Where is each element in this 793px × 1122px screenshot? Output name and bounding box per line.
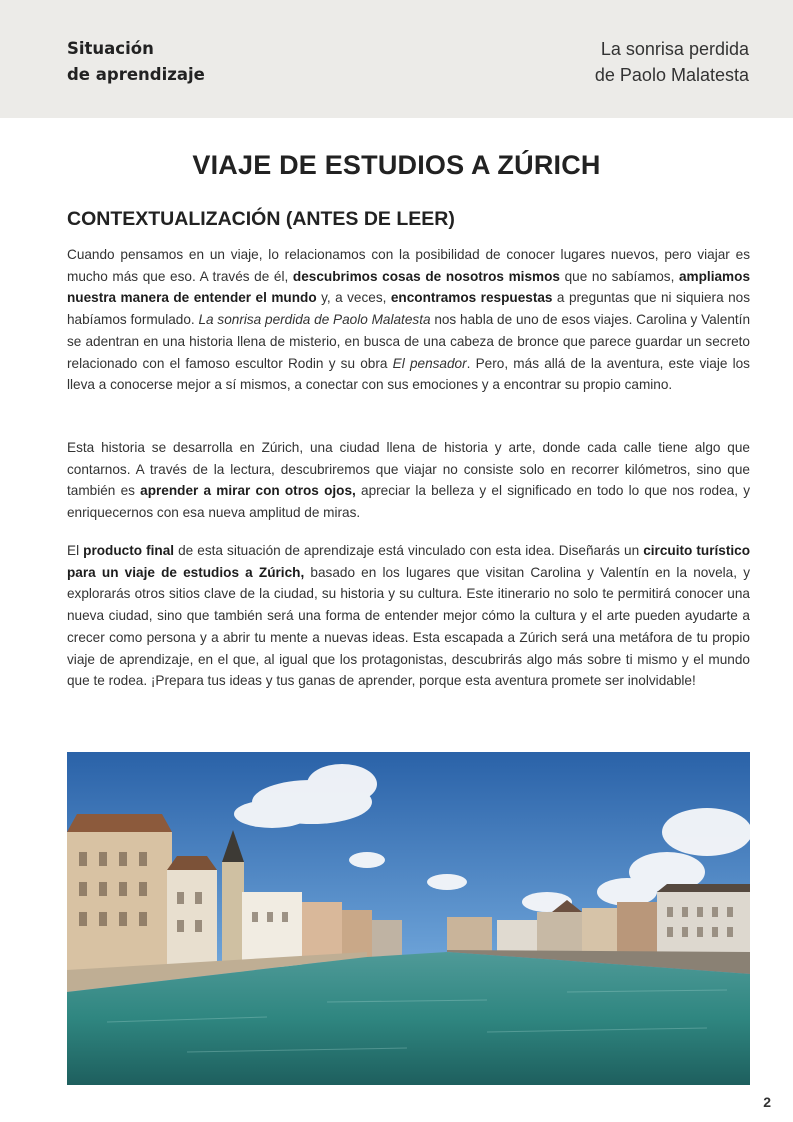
bold-run: aprender a mirar con otros ojos, [140,483,356,499]
section-title: CONTEXTUALIZACIÓN (ANTES DE LEER) [67,208,455,230]
paragraph-story [67,437,750,524]
page-number: 2 [763,1094,771,1110]
text-run: a preguntas que ni siquiera nos habíamos formulado. [67,290,751,328]
header-situation-label [67,36,205,88]
text-run: que no sabíamos, [559,268,679,284]
zurich-illustration [67,752,750,1085]
header-right-line2: de Paolo Malatesta [594,65,749,85]
text-run: basado en los lugares que visitan Carolina y Valentín en la novela, y explorarás otros sitios clave de la ciudad, su historia y su cultura. Este itinerario no solo te permitirá conocer una nueva ciudad, sino que también será una forma de entender mejor cómo la cultura y el arte pueden ayudarte a crecer como persona y a abrir tu mente a nuevas ideas. Esta escapada a Zúrich será una metáfora de tu propio viaje de aprendizaje, en el que, al igual que los protagonistas, descubrirás algo más sobre ti mismo y el mundo que te rodea. ¡Prepara tus ideas y tus ganas de aprender, porque esta aventura promete ser inolvidable! [67,564,750,689]
header-right-line1: La sonrisa perdida [600,39,749,59]
bold-run: ampliamos nuestra manera de entender el mundo [67,268,750,306]
italic-run: La sonrisa perdida de Paolo Malatesta [198,312,431,328]
bold-run: descubrimos cosas de nosotros mismos [292,268,560,284]
header-left-line2: de aprendizaje [67,65,205,84]
paragraph-final-product [67,540,750,692]
header-book-title [595,36,749,88]
text-run: nos habla de uno de esos viajes. Carolina y Valentín se adentran en una historia llena de misterio, en busca de una cabeza de bronce que parece guardar un secreto relacionado con el famoso escultor Rodin y su obra [67,312,751,371]
italic-run: El pensador [392,355,467,371]
text-run: Cuando pensamos en un viaje, lo relacionamos con la posibilidad de conocer lugares nuevos, pero viajar es mucho más que eso. A través de él, [67,247,750,284]
zurich-river-photo [67,752,750,1085]
text-run: . Pero, más allá de la aventura, este viaje los lleva a conocerse mejor a sí mismos, a conectar con sus emociones y a encontrar su propio camino. [67,355,750,393]
text-run: apreciar la belleza y el significado en todo lo que nos rodea, y enriquecernos con esa nueva amplitud de miras. [67,483,750,521]
paragraph-context [67,244,750,396]
bold-run: producto final [83,543,175,558]
text-run: Esta historia se desarrolla en Zúrich, una ciudad llena de historia y arte, donde cada calle tiene algo que contarnos. A través de la lectura, descubriremos que viajar no consiste solo en recorrer kilómetros, sino que también es [67,440,750,499]
text-run: y, a veces, [316,290,391,306]
text-run: El [67,543,84,558]
header-left-line1: Situación [67,39,154,58]
page-title: VIAJE DE ESTUDIOS A ZÚRICH [192,150,601,180]
page-header [0,0,793,118]
text-run: de esta situación de aprendizaje está vinculado con esta idea. Diseñarás un [174,543,644,558]
bold-run: circuito turístico para un viaje de estudios a Zúrich, [67,543,750,580]
bold-run: encontramos respuestas [390,290,553,306]
